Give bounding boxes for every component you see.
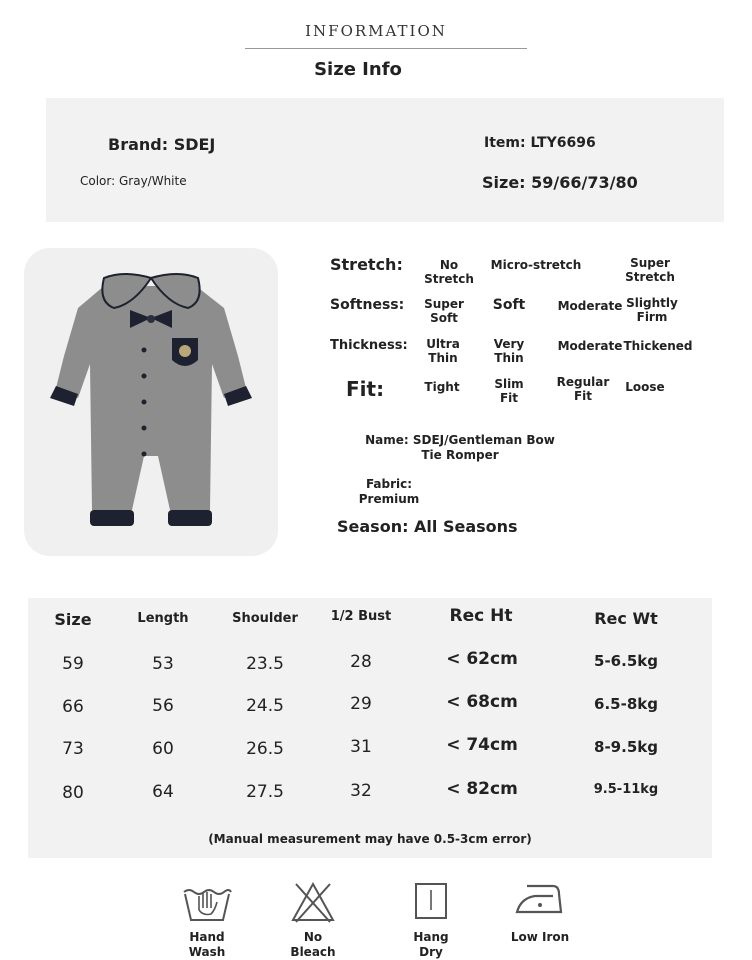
romper-illustration <box>24 248 278 556</box>
table-cell: 29 <box>350 694 372 714</box>
table-cell: < 82cm <box>446 779 518 799</box>
measurement-note: (Manual measurement may have 0.5-3cm error) <box>208 832 532 846</box>
low-iron-icon <box>513 880 567 924</box>
table-cell: 64 <box>152 782 174 802</box>
softness-option: Soft <box>492 297 526 313</box>
info-heading: INFORMATION <box>305 22 447 40</box>
fit-option: Regular Fit <box>556 375 610 403</box>
product-name-line: Tie Romper <box>421 448 499 462</box>
softness-option: Super Soft <box>424 297 464 325</box>
size-text: Size: 59/66/73/80 <box>482 173 638 192</box>
brand-text: Brand: SDEJ <box>108 135 216 154</box>
stretch-option: Super Stretch <box>625 256 675 284</box>
fit-label: Fit: <box>346 377 385 401</box>
table-cell: 60 <box>152 739 174 759</box>
care-label: Hand Wash <box>188 930 226 959</box>
stretch-label: Stretch: <box>330 255 403 274</box>
season-text: Season: All Seasons <box>337 517 518 536</box>
table-cell: 26.5 <box>246 739 284 759</box>
thickness-option: Moderate <box>557 339 623 353</box>
column-header: Rec Ht <box>449 606 513 626</box>
product-name-line: Name: SDEJ/Gentleman Bow <box>365 433 555 447</box>
thickness-option: Thickened <box>623 339 693 353</box>
thickness-option: Very Thin <box>493 337 525 365</box>
care-hand-wash <box>170 880 244 960</box>
table-cell: 5-6.5kg <box>594 652 658 670</box>
table-cell: 66 <box>62 697 84 717</box>
fit-option: Tight <box>424 380 460 394</box>
column-header: Shoulder <box>232 611 298 626</box>
table-cell: 59 <box>62 654 84 674</box>
color-text: Color: Gray/White <box>80 174 187 188</box>
table-cell: 24.5 <box>246 696 284 716</box>
table-cell: 28 <box>350 652 372 672</box>
table-cell: 56 <box>152 696 174 716</box>
care-label: No Bleach <box>290 930 336 959</box>
softness-option: Slightly Firm <box>626 296 678 324</box>
table-cell: < 68cm <box>446 692 518 712</box>
table-cell: 23.5 <box>246 654 284 674</box>
table-cell: 6.5-8kg <box>594 695 658 713</box>
care-hang-dry <box>398 880 464 960</box>
fabric-text <box>352 477 426 507</box>
fabric-line: Premium <box>358 492 420 506</box>
table-cell: 31 <box>350 737 372 757</box>
column-header: Length <box>137 611 189 626</box>
column-header: Size <box>54 610 92 629</box>
product-info-panel <box>46 98 724 222</box>
stretch-option: Micro-stretch <box>490 258 582 272</box>
thickness-label: Thickness: <box>330 338 408 353</box>
table-cell: 80 <box>62 783 84 803</box>
table-cell: 8-9.5kg <box>594 738 658 756</box>
table-cell: < 62cm <box>446 649 518 669</box>
table-cell: 32 <box>350 781 372 801</box>
size-info-heading: Size Info <box>314 59 402 80</box>
column-header: 1/2 Bust <box>330 609 392 624</box>
care-no-bleach <box>278 880 348 960</box>
hang-dry-icon <box>411 880 451 924</box>
fit-option: Loose <box>625 380 665 394</box>
table-cell: 27.5 <box>246 782 284 802</box>
size-table <box>28 598 712 858</box>
table-cell: 9.5-11kg <box>593 782 659 797</box>
stretch-option: No Stretch <box>424 258 474 286</box>
no-bleach-icon <box>290 880 336 924</box>
column-header: Rec Wt <box>594 609 658 628</box>
thickness-option: Ultra Thin <box>426 337 460 365</box>
hand-wash-icon <box>181 880 233 924</box>
table-cell: < 74cm <box>446 735 518 755</box>
fabric-line: Fabric: <box>365 477 413 491</box>
care-label: Hang Dry <box>413 930 449 959</box>
care-low-iron <box>502 880 578 945</box>
softness-label: Softness: <box>330 297 405 313</box>
fit-option: Slim Fit <box>494 377 524 405</box>
product-photo <box>24 248 278 556</box>
table-cell: 73 <box>62 739 84 759</box>
product-name <box>362 433 558 463</box>
item-text: Item: LTY6696 <box>484 135 596 151</box>
table-cell: 53 <box>152 654 174 674</box>
care-label: Low Iron <box>510 930 570 944</box>
softness-option: Moderate <box>557 299 623 313</box>
heading-divider <box>245 48 527 49</box>
